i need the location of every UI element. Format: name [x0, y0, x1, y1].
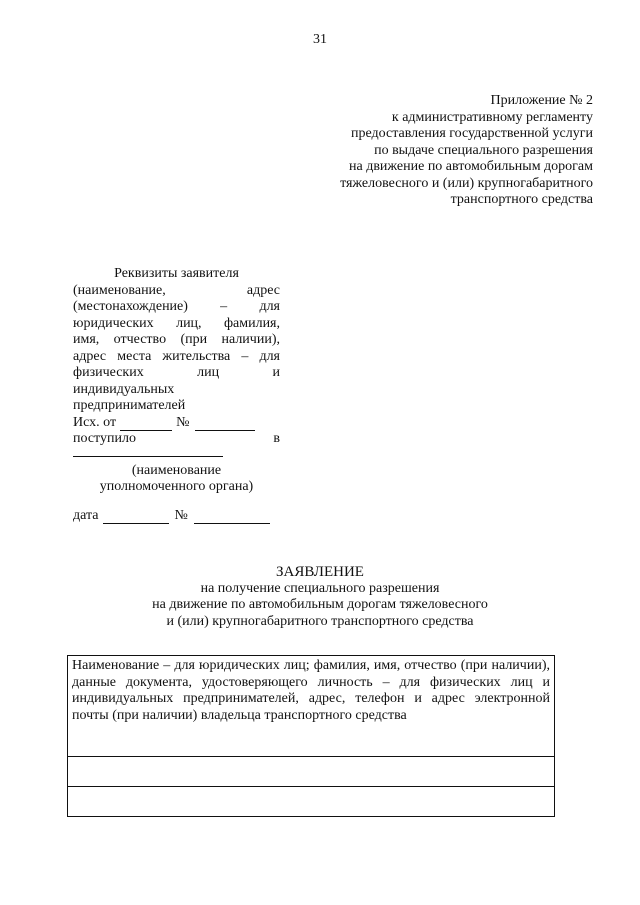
- date-label: дата: [73, 507, 99, 523]
- date-number-sign: №: [174, 507, 188, 523]
- appendix-line: Приложение № 2: [490, 93, 593, 108]
- authority-caption: уполномоченного органа): [99, 479, 254, 494]
- authority-caption: (наименование: [131, 462, 222, 478]
- requisites-title: Реквизиты заявителя: [114, 266, 239, 281]
- outgoing-date-field[interactable]: [120, 418, 172, 431]
- statement-title: ЗАЯВЛЕНИЕ: [276, 564, 364, 580]
- requisites-line: юридических лиц, фамилия,: [73, 315, 280, 331]
- date-field[interactable]: [103, 511, 169, 524]
- authority-name-field[interactable]: [73, 448, 223, 457]
- received-row: [73, 431, 280, 448]
- requisites-line: адрес места жительства – для: [73, 348, 280, 364]
- received-label: поступило: [73, 431, 136, 446]
- owner-info-input-cell[interactable]: [68, 757, 555, 787]
- requisites-line: предпринимателей: [73, 398, 186, 413]
- appendix-line: к административному регламенту: [391, 109, 593, 125]
- appendix-line: по выдаче специального разрешения: [374, 142, 593, 158]
- outgoing-label: Исх. от: [73, 414, 117, 430]
- statement-subtitle: на получение специального разрешения: [200, 580, 440, 596]
- requisites-line: имя, отчество (при наличии),: [73, 332, 280, 347]
- page-number: 31: [313, 32, 327, 47]
- outgoing-number-sign: №: [176, 414, 190, 430]
- appendix-block: [273, 93, 593, 209]
- registration-number-field[interactable]: [194, 511, 270, 524]
- requisites-line: индивидуальных: [73, 381, 175, 397]
- requisites-line: (наименование, адрес: [73, 282, 280, 298]
- applicant-requisites: [73, 266, 280, 524]
- owner-info-table: [67, 655, 555, 817]
- table-row: [68, 787, 555, 817]
- date-row: [73, 508, 280, 525]
- requisites-line: физических лиц и: [73, 365, 280, 380]
- outgoing-number-field[interactable]: [195, 418, 255, 431]
- owner-info-header-cell: Наименование – для юридических лиц; фамилия, имя, отчество (при наличии), данные документа, удостоверяющего личность – для физических лиц и индивидуальных предпринимателей, адрес, телефон и адрес электронной почты (при наличии) владельца транспортного средства: [68, 656, 555, 757]
- received-in-label: в: [273, 431, 280, 446]
- requisites-line: (местонахождение) – для: [73, 299, 280, 314]
- appendix-line: на движение по автомобильным дорогам: [348, 159, 593, 174]
- owner-info-input-cell[interactable]: [68, 787, 555, 817]
- appendix-line: тяжеловесного и (или) крупногабаритного: [340, 175, 593, 191]
- outgoing-number-row: [73, 415, 280, 432]
- table-row: [68, 656, 555, 757]
- statement-title-block: [0, 564, 640, 630]
- appendix-line: предоставления государственной услуги: [351, 126, 593, 141]
- appendix-line: транспортного средства: [450, 192, 593, 207]
- statement-subtitle: и (или) крупногабаритного транспортного средства: [166, 613, 474, 629]
- authority-field-row: [73, 448, 280, 463]
- table-row: [68, 757, 555, 787]
- statement-subtitle: на движение по автомобильным дорогам тяжеловесного: [152, 597, 488, 612]
